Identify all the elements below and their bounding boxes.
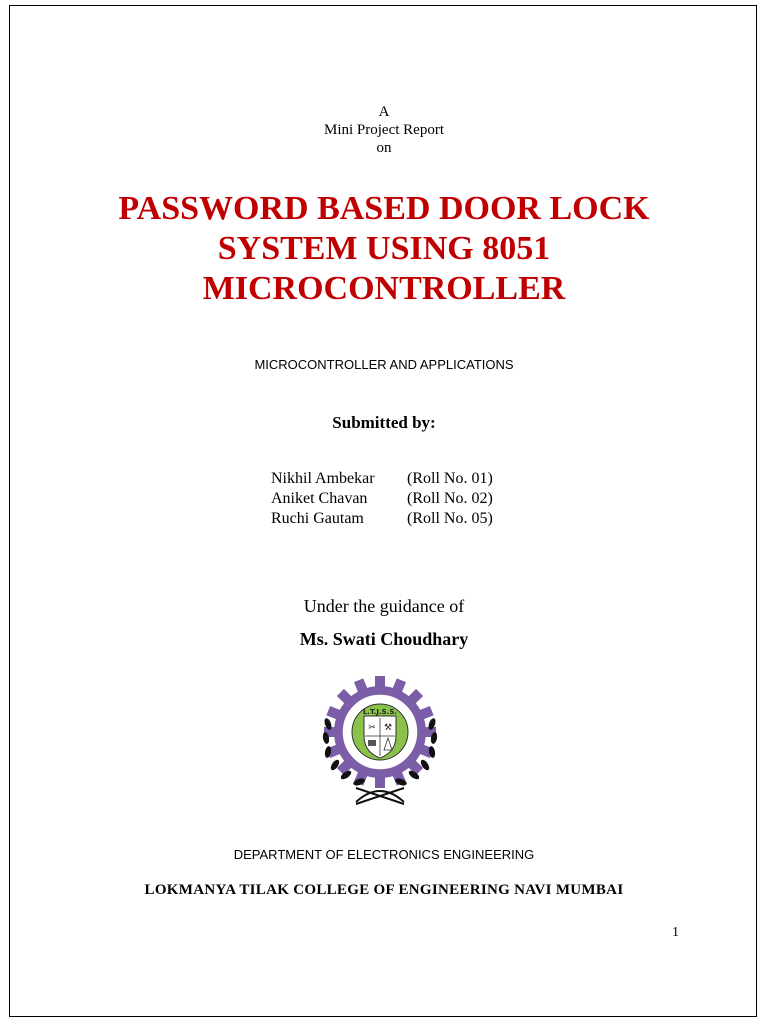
- guide-name: Ms. Swati Choudhary: [299, 629, 469, 649]
- member-row: [271, 509, 493, 529]
- title-line-3: MICROCONTROLLER: [202, 270, 566, 307]
- members-list: [271, 469, 493, 529]
- member-roll: (Roll No. 01): [407, 470, 493, 487]
- intro-line-report: Mini Project Report: [324, 122, 444, 138]
- submitted-by-label: Submitted by:: [332, 413, 436, 432]
- title-line-2: SYSTEM USING 8051: [217, 230, 551, 267]
- member-roll: (Roll No. 02): [407, 490, 493, 507]
- svg-text:✂: ✂: [368, 723, 376, 733]
- subject-name: MICROCONTROLLER AND APPLICATIONS: [254, 357, 514, 372]
- logo-text: L.T.J.S.S.: [362, 708, 398, 716]
- member-name: Ruchi Gautam: [271, 510, 364, 527]
- svg-text:⚒: ⚒: [383, 723, 393, 733]
- member-roll: (Roll No. 05): [407, 510, 493, 527]
- intro-line-on: on: [376, 140, 392, 156]
- intro-line-a: A: [378, 104, 390, 120]
- member-name: Nikhil Ambekar: [271, 470, 375, 487]
- page-number: 1: [672, 925, 679, 940]
- member-row: [271, 469, 493, 489]
- department-name: DEPARTMENT OF ELECTRONICS ENGINEERING: [233, 847, 535, 862]
- college-name: LOKMANYA TILAK COLLEGE OF ENGINEERING NAVI MUMBAI: [144, 882, 624, 898]
- guidance-label: Under the guidance of: [303, 596, 465, 616]
- college-logo: [310, 672, 450, 812]
- title-line-1: PASSWORD BASED DOOR LOCK: [118, 190, 650, 227]
- member-name: Aniket Chavan: [271, 490, 368, 507]
- member-row: [271, 489, 493, 509]
